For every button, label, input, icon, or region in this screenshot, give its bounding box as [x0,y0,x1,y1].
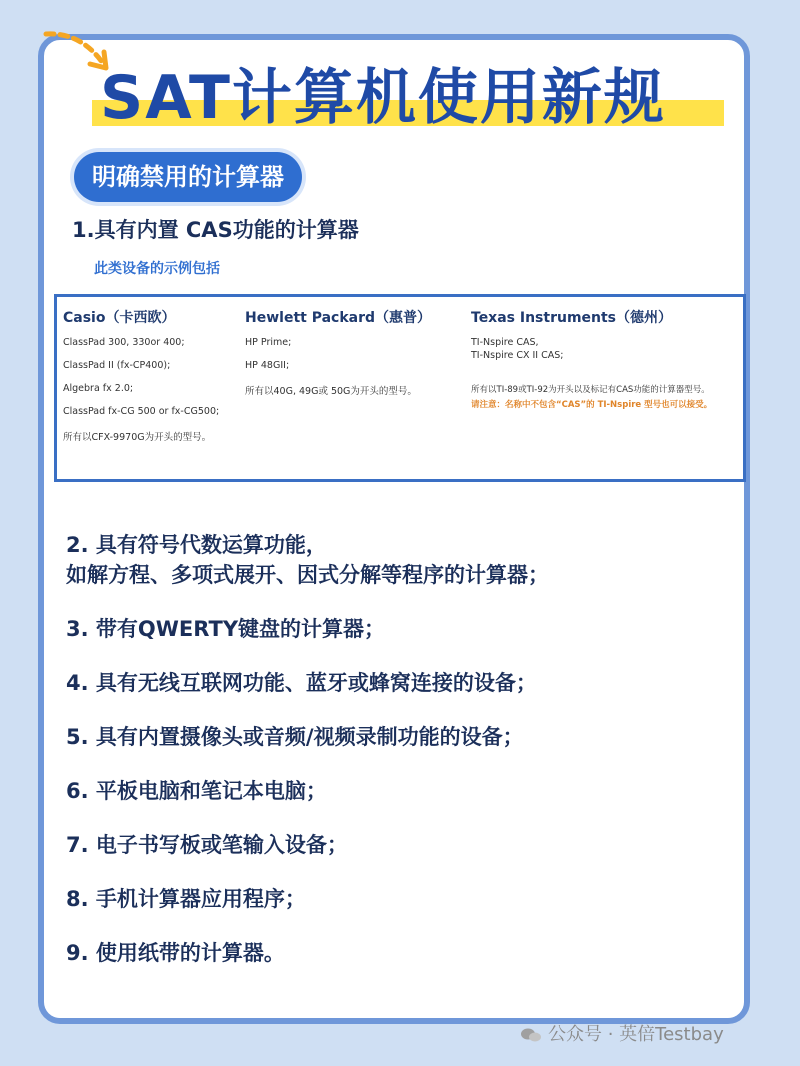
list-item [66,530,726,590]
brand-name: Hewlett Packard（惠普） [245,310,432,326]
list-item-line: 8. 手机计算器应用程序； [66,887,306,911]
list-item-line: 如解方程、多项式展开、因式分解等程序的计算器； [66,563,549,587]
model-item: ClassPad 300, 330or 400; [63,337,185,348]
list-item [66,776,726,806]
list-item [66,722,726,752]
model-item: Algebra fx 2.0; [63,383,134,394]
list-item-line: 2. 具有符号代数运算功能， [66,533,327,557]
model-item: TI-Nspire CAS, [471,337,539,348]
list-item [66,884,726,914]
model-item: TI-Nspire CX II CAS; [471,350,564,361]
brand-name: Texas Instruments（德州） [471,310,673,326]
brand-column-ti [471,307,747,413]
model-item: ClassPad II (fx-CP400); [63,360,171,371]
list-item-line: 7. 电子书写板或笔输入设备； [66,833,348,857]
list-item-line: 4. 具有无线互联网功能、蓝牙或蜂窝连接的设备； [66,671,537,695]
brand-column-hp [245,307,465,409]
list-item-line: 5. 具有内置摄像头或音频/视频录制功能的设备； [66,725,524,749]
list-item-line: 9. 使用纸带的计算器。 [66,941,285,965]
watermark [520,1020,724,1046]
brand-name: Casio（卡西欧） [63,310,176,326]
model-item: HP Prime; [245,337,292,348]
list-item [66,614,726,644]
list-item [66,830,726,860]
wechat-icon [520,1027,542,1043]
examples-label: 此类设备的示例包括 [94,261,220,277]
model-item: 所有以CFX-9970G为开头的型号。 [63,432,212,443]
list-item [66,668,726,698]
list-item [66,938,726,968]
section-badge: 明确禁用的计算器 [74,152,302,202]
list-item-line: 3. 带有QWERTY键盘的计算器； [66,617,386,641]
brand-column-casio [63,307,243,455]
brand-examples-table [54,294,746,482]
model-warning: 请注意：名称中不包含“CAS”的 TI-Nspire 型号也可以接受。 [471,400,713,410]
title-block [92,58,732,138]
item-1-title: 1.具有内置 CAS功能的计算器 [72,218,359,242]
list-item-line: 6. 平板电脑和笔记本电脑； [66,779,327,803]
banned-items-list [66,530,726,992]
model-item: 所有以40G, 49G或 50G为开头的型号。 [245,386,417,397]
watermark-text: 公众号 · 英倍Testbay [548,1024,724,1045]
page-title: SAT计算机使用新规 [100,63,666,133]
model-note: 所有以TI-89或TI-92为开头以及标记有CAS功能的计算器型号。 [471,385,710,395]
model-item: HP 48GII; [245,360,290,371]
model-item: ClassPad fx-CG 500 or fx-CG500; [63,406,220,417]
